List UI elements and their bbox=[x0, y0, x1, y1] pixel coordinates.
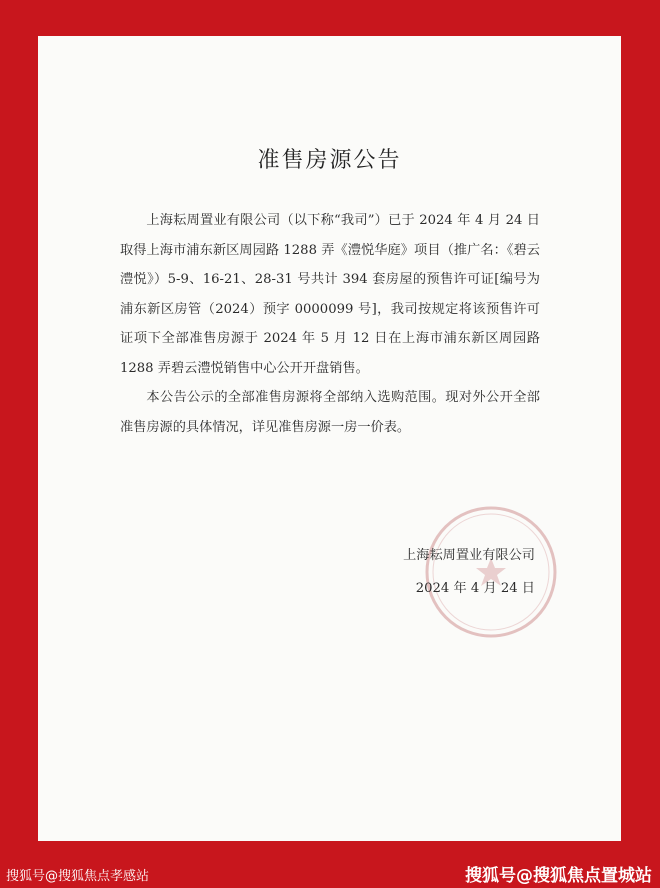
watermark-left: 搜狐号@搜狐焦点孝感站 bbox=[6, 869, 150, 884]
notice-paragraph-2: 本公告公示的全部准售房源将全部纳入选购范围。现对外公开全部准售房源的具体情况，详见准售房源一房一价表。 bbox=[120, 390, 540, 435]
signature-company: 上海耘周置业有限公司 bbox=[403, 548, 535, 563]
watermark-right: 搜狐号@搜狐焦点置城站 bbox=[465, 866, 652, 886]
company-seal bbox=[421, 502, 561, 642]
notice-body bbox=[120, 206, 540, 442]
notice-title: 准售房源公告 bbox=[257, 148, 402, 173]
signature-date: 2024 年 4 月 24 日 bbox=[415, 581, 535, 596]
notice-document bbox=[38, 36, 621, 841]
notice-paragraph-1: 上海耘周置业有限公司（以下称“我司”）已于 2024 年 4 月 24 日取得上海市浦东新区周园路 1288 弄《澧悦华庭》项目（推广名：《碧云澧悦》）5-9、16-21、28-31 号共计 394 套房屋的预售许可证[编号为浦东新区房管（2024）预字 0000099 号]，我司按规定将该预售许可证项下全部准售房源于 2024 年 5 月 12 日在上海市浦东新区周园路 1288 弄碧云澧悦销售中心公开开盘销售。 bbox=[120, 213, 540, 376]
